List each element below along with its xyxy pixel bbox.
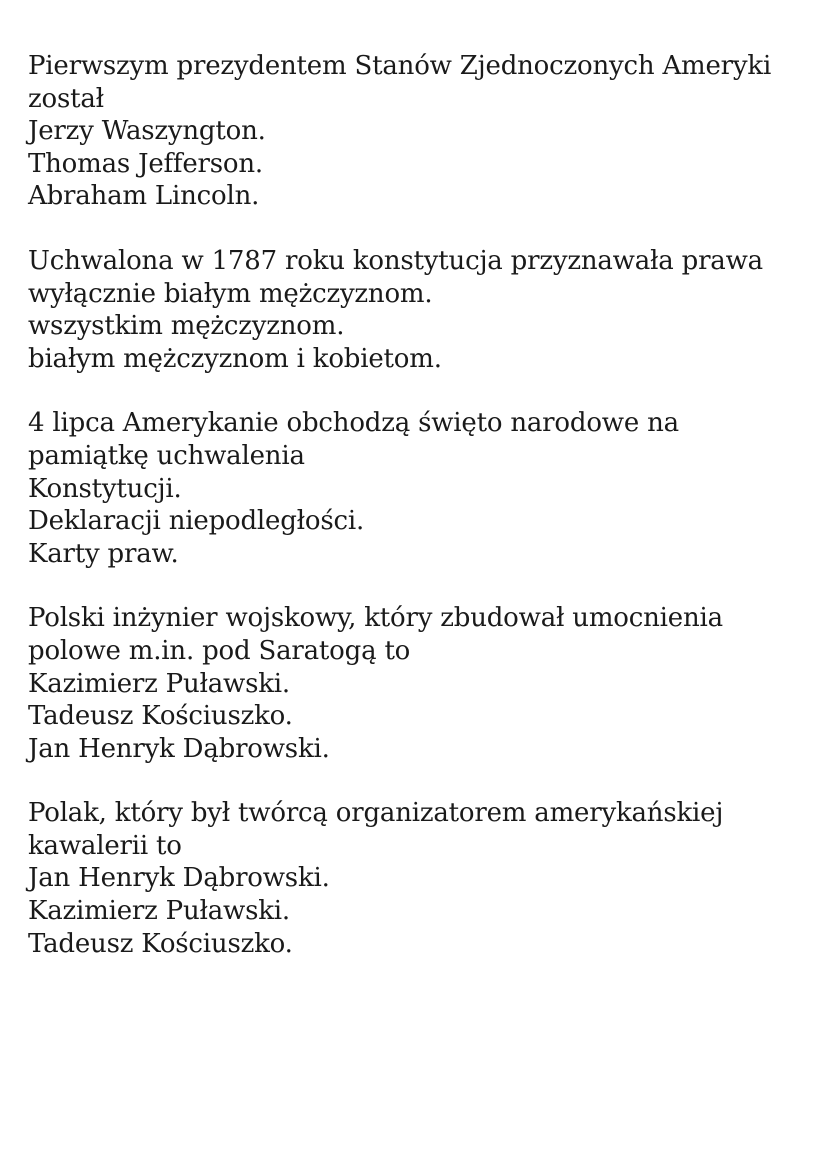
- answer-option: Kazimierz Puławski.: [28, 896, 290, 927]
- answer-option: Abraham Lincoln.: [28, 181, 260, 212]
- question-stem-line: 4 lipca Amerykanie obchodzą święto narodowe na: [28, 408, 679, 439]
- answer-option: Karty praw.: [28, 538, 179, 569]
- question-stem-line: został: [28, 83, 104, 114]
- answer-option: Konstytucji.: [28, 473, 182, 504]
- question-3: [28, 407, 818, 570]
- question-stem-line: polowe m.in. pod Saratogą to: [28, 635, 411, 666]
- question-stem-line: Uchwalona w 1787 roku konstytucja przyznawała prawa: [28, 245, 763, 276]
- answer-option: Kazimierz Puławski.: [28, 668, 290, 699]
- question-stem-line: Pierwszym prezydentem Stanów Zjednoczonych Ameryki: [28, 51, 772, 81]
- quiz-document: [28, 50, 818, 992]
- answer-option: białym mężczyznom i kobietom.: [28, 343, 442, 374]
- answer-option: Jerzy Waszyngton.: [28, 116, 266, 147]
- answer-option: Jan Henryk Dąbrowski.: [28, 733, 330, 764]
- question-1: [28, 50, 818, 213]
- answer-option: wszystkim mężczyznom.: [28, 311, 345, 342]
- answer-option: Tadeusz Kościuszko.: [28, 701, 293, 732]
- question-stem-line: pamiątkę uchwalenia: [28, 440, 305, 471]
- question-stem-line: Polak, który był twórcą organizatorem amerykańskiej: [28, 798, 724, 829]
- question-2: [28, 245, 818, 375]
- question-5: [28, 797, 818, 960]
- question-stem-line: kawalerii to: [28, 830, 182, 861]
- question-stem-line: wyłącznie białym mężczyznom.: [28, 278, 433, 309]
- answer-option: Thomas Jefferson.: [28, 148, 263, 179]
- answer-option: Tadeusz Kościuszko.: [28, 928, 293, 959]
- answer-option: Jan Henryk Dąbrowski.: [28, 863, 330, 894]
- question-stem-line: Polski inżynier wojskowy, który zbudował umocnienia: [28, 603, 723, 634]
- answer-option: Deklaracji niepodległości.: [28, 506, 365, 537]
- question-4: [28, 602, 818, 765]
